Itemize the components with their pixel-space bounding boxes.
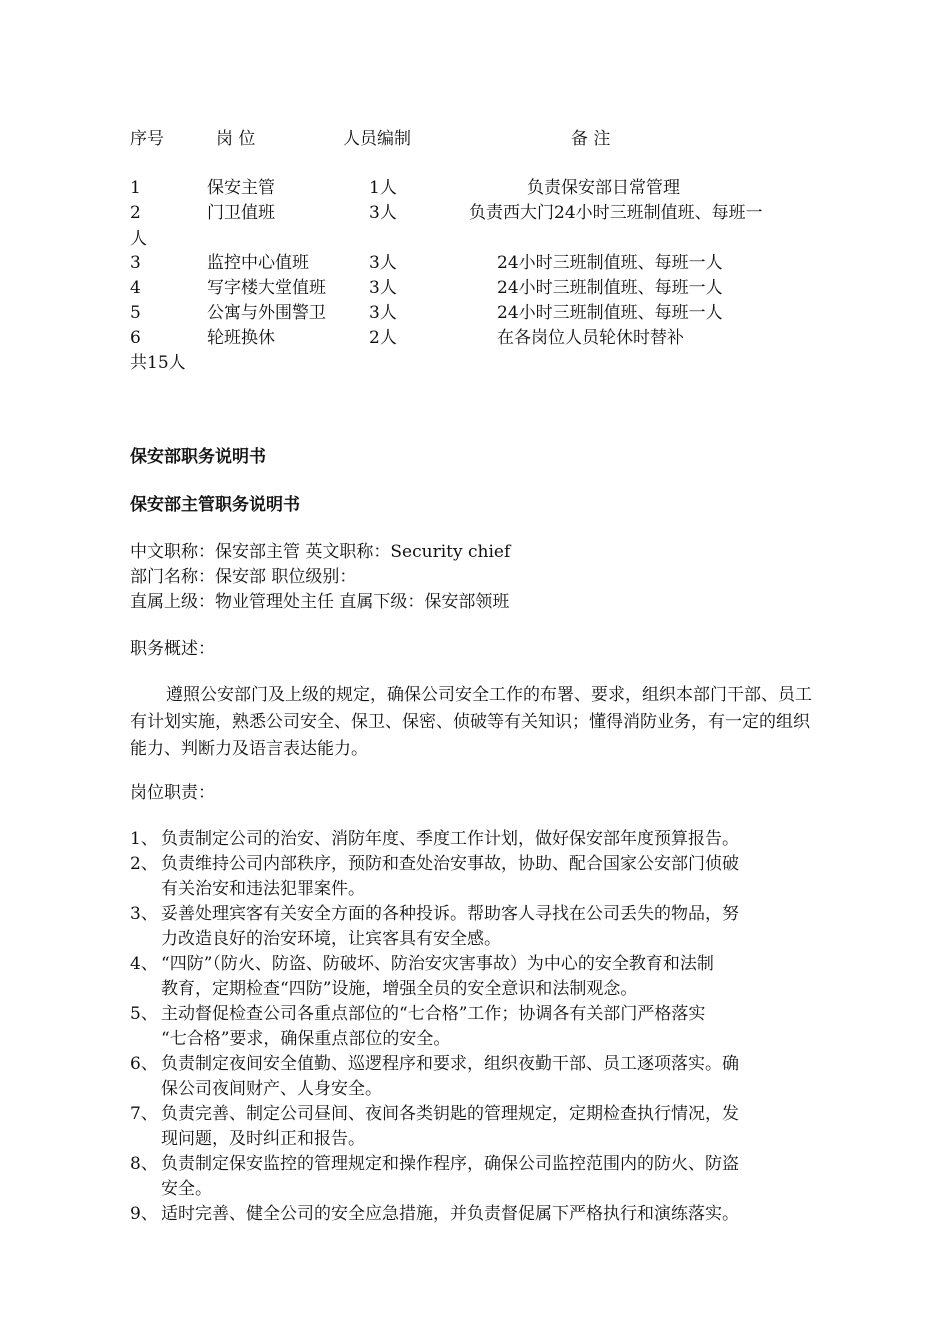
duty-item <box>130 1202 830 1227</box>
row-post: 轮班换休 <box>207 328 275 348</box>
row-post: 公寓与外围警卫 <box>207 303 326 323</box>
row-note: 24小时三班制值班、每班一人 <box>497 278 723 298</box>
duty-text-continued: 有关治安和违法犯罪案件。 <box>161 878 365 899</box>
row-no: 1 <box>130 178 141 198</box>
table-header-staff: 人员编制 <box>343 129 411 149</box>
row-post: 门卫值班 <box>207 203 275 223</box>
duty-number: 3、 <box>130 904 158 924</box>
duty-number: 7、 <box>130 1104 158 1124</box>
row-post: 监控中心值班 <box>207 253 309 273</box>
row-no: 4 <box>130 278 141 298</box>
overview-paragraph: 遵照公安部门及上级的规定，确保公司安全工作的布署、要求，组织本部门干部、员工有计划实施，熟悉公司安全、保卫、保密、侦破等有关知识；懂得消防业务，有一定的组织能力、判断力及语言表达能力。 <box>130 685 812 759</box>
duty-text-continued: 保公司夜间财产、人身安全。 <box>161 1078 382 1099</box>
duty-text: 负责制定夜间安全值勤、巡逻程序和要求，组织夜勤干部、员工逐项落实。确 <box>161 1054 739 1074</box>
duty-number: 1、 <box>130 829 158 849</box>
row-note-wrap: 人 <box>130 229 147 249</box>
overview-label: 职务概述： <box>130 639 215 659</box>
duty-text-continued: “七合格”要求，确保重点部位的安全。 <box>161 1028 451 1049</box>
duty-number: 8、 <box>130 1154 158 1174</box>
table-header-note: 备 注 <box>571 129 611 149</box>
doc-subtitle: 保安部主管职务说明书 <box>130 495 300 515</box>
row-note: 在各岗位人员轮休时替补 <box>497 328 684 348</box>
row-staff: 2人 <box>369 328 397 348</box>
duty-text-continued: 现问题，及时纠正和报告。 <box>161 1128 365 1149</box>
row-staff: 3人 <box>369 203 397 223</box>
row-no: 6 <box>130 328 141 348</box>
duty-text: 负责完善、制定公司昼间、夜间各类钥匙的管理规定，定期检查执行情况，发 <box>161 1104 739 1124</box>
row-note: 负责西大门24小时三班制值班、每班一 <box>469 203 763 223</box>
duty-text: 主动督促检查公司各重点部位的“七合格”工作；协调各有关部门严格落实 <box>161 1004 706 1024</box>
row-post: 写字楼大堂值班 <box>207 278 326 298</box>
duty-text-continued: 力改造良好的治安环境，让宾客具有安全感。 <box>161 928 501 949</box>
row-no: 2 <box>130 203 141 223</box>
doc-title: 保安部职务说明书 <box>130 447 266 467</box>
duty-text: 妥善处理宾客有关安全方面的各种投诉。帮助客人寻找在公司丢失的物品，努 <box>161 904 739 924</box>
row-note: 负责保安部日常管理 <box>527 178 680 198</box>
row-note: 24小时三班制值班、每班一人 <box>497 303 723 323</box>
duty-item <box>130 902 830 951</box>
duty-item <box>130 827 830 852</box>
row-staff: 3人 <box>369 253 397 273</box>
duty-item <box>130 852 830 901</box>
duty-text-continued: 安全。 <box>161 1178 212 1199</box>
row-no: 3 <box>130 253 141 273</box>
row-post: 保安主管 <box>207 178 275 198</box>
duty-number: 9、 <box>130 1204 158 1224</box>
row-staff: 3人 <box>369 303 397 323</box>
duty-item <box>130 1052 830 1101</box>
duty-text: 负责制定公司的治安、消防年度、季度工作计划，做好保安部年度预算报告。 <box>161 829 739 849</box>
info-line-reporting: 直属上级：物业管理处主任 直属下级：保安部领班 <box>130 592 510 612</box>
duty-text-continued: 教育，定期检查“四防”设施，增强全员的安全意识和法制观念。 <box>161 978 638 999</box>
duty-text: “四防”（防火、防盗、防破坏、防治安灾害事故）为中心的安全教育和法制 <box>161 954 714 974</box>
table-total: 共15人 <box>130 353 186 373</box>
duty-text: 负责维持公司内部秩序，预防和查处治安事故，协助、配合国家公安部门侦破 <box>161 854 739 874</box>
duty-item <box>130 1102 830 1151</box>
duty-number: 6、 <box>130 1054 158 1074</box>
duty-item <box>130 952 830 1001</box>
info-line-title: 中文职称：保安部主管 英文职称：Security chief <box>130 542 511 562</box>
table-header-no: 序号 <box>130 129 164 149</box>
row-no: 5 <box>130 303 141 323</box>
table-header-post: 岗 位 <box>216 129 256 149</box>
duty-number: 2、 <box>130 854 158 874</box>
duty-item <box>130 1152 830 1201</box>
info-line-department: 部门名称：保安部 职位级别： <box>130 567 357 587</box>
duties-label: 岗位职责： <box>130 783 215 803</box>
row-staff: 3人 <box>369 278 397 298</box>
duty-text: 适时完善、健全公司的安全应急措施，并负责督促属下严格执行和演练落实。 <box>161 1204 739 1224</box>
row-staff: 1人 <box>369 178 397 198</box>
duty-text: 负责制定保安监控的管理规定和操作程序，确保公司监控范围内的防火、防盗 <box>161 1154 739 1174</box>
duty-item <box>130 1002 830 1051</box>
duty-number: 4、 <box>130 954 158 974</box>
duty-number: 5、 <box>130 1004 158 1024</box>
row-note: 24小时三班制值班、每班一人 <box>497 253 723 273</box>
